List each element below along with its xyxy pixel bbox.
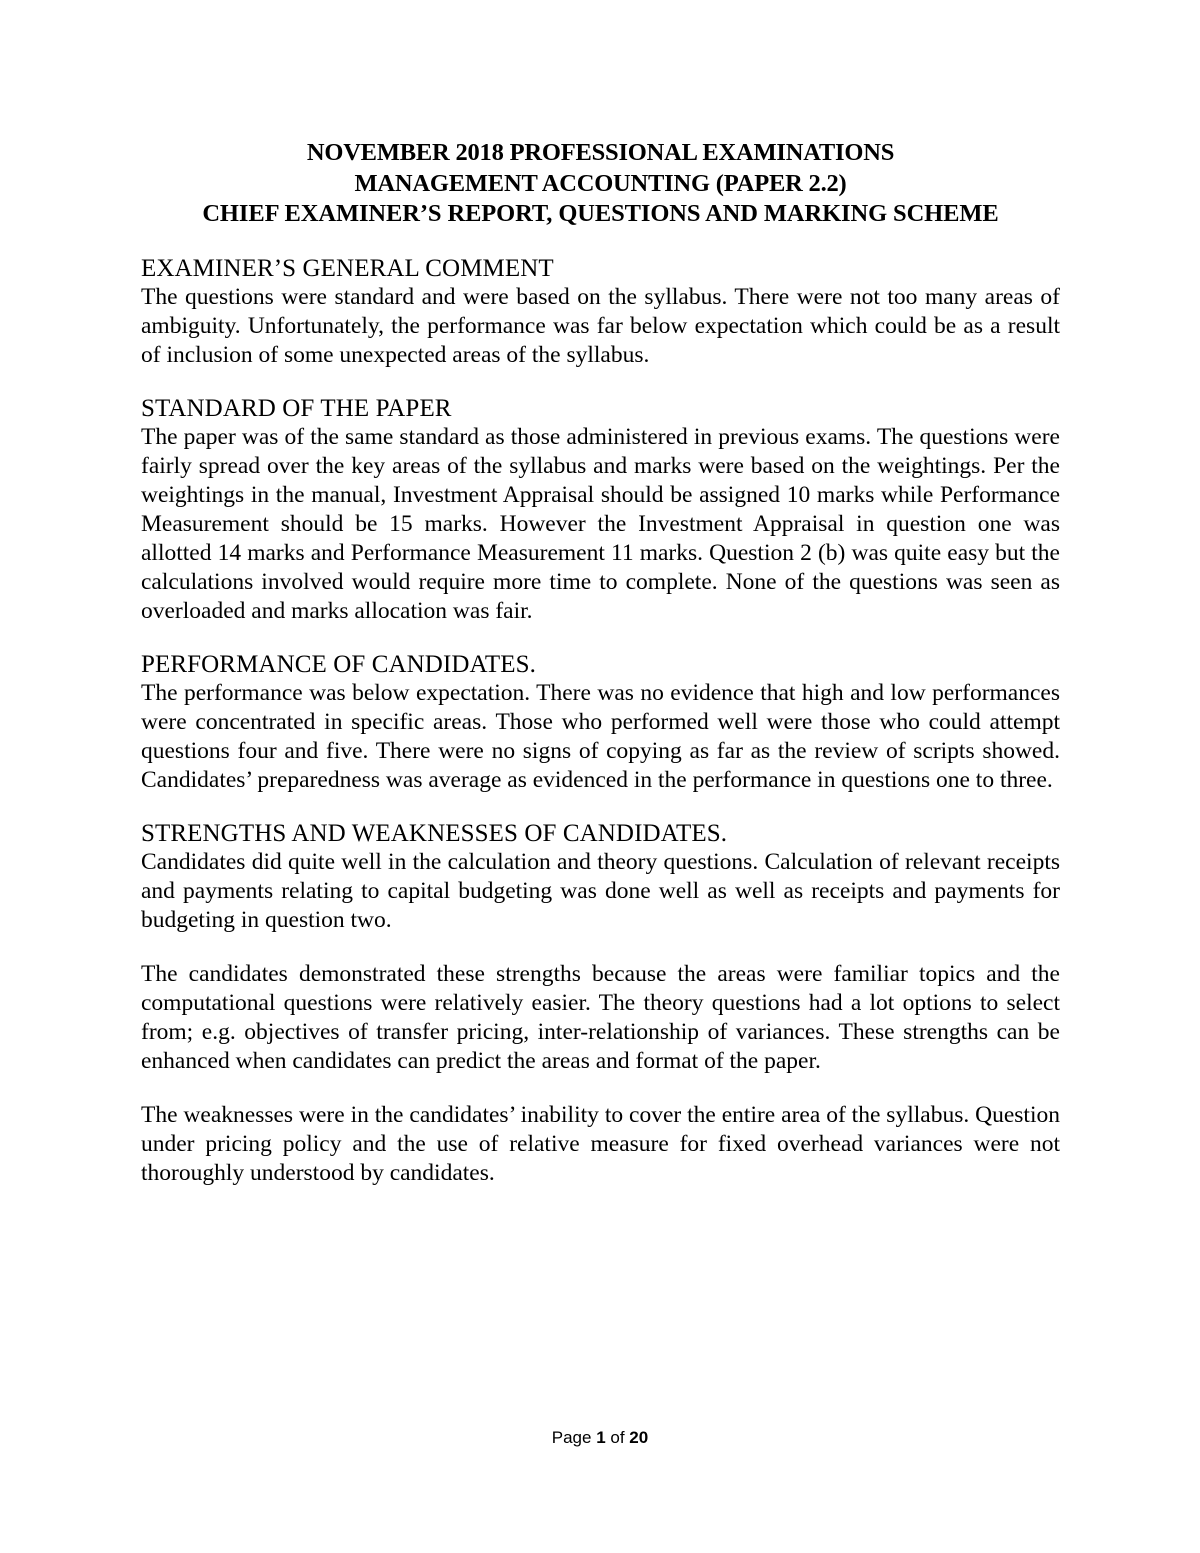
- section-paragraph-strengths-and-weaknesses-1: Candidates did quite well in the calculation and theory questions. Calculation of relevant receipts and payments relating to capital budgeting was done well as well as receipts and payments for budgeting in question two.: [141, 848, 1060, 933]
- document-title-line-2: MANAGEMENT ACCOUNTING (PAPER 2.2): [354, 169, 847, 197]
- document-title-line-3: CHIEF EXAMINER’S REPORT, QUESTIONS AND MARKING SCHEME: [202, 200, 999, 227]
- spacer-before-strengths-and-weaknesses: [141, 795, 1060, 819]
- section-paragraph-strengths-and-weaknesses-3: The weaknesses were in the candidates’ inability to cover the entire area of the syllabus. Question under pricing policy and the use of relative measure for fixed overhead variances were not thoroughly understood by candidates.: [141, 1101, 1060, 1186]
- footer-total-pages: 20: [629, 1428, 649, 1447]
- spacer-paragraph-2: [141, 1076, 1060, 1101]
- section-paragraph-standard-of-the-paper-1: The paper was of the same standard as those administered in previous exams. The questions were fairly spread over the key areas of the syllabus and marks were based on the weightings. Per the weightings in the manual, Investment Appraisal should be assigned 10 marks while Performance Measurement should be 15 marks. However the Investment Appraisal in question one was allotted 14 marks and Performance Measurement 11 marks. Question 2 (b) was quite easy but the calculations involved would require more time to complete. None of the questions was seen as overloaded and marks allocation was fair.: [141, 423, 1060, 624]
- section-paragraph-examiners-general-comment-1: The questions were standard and were based on the syllabus. There were not too many areas of ambiguity. Unfortunately, the performance was far below expectation which could be as a result of inclusion of some unexpected areas of the syllabus.: [141, 283, 1060, 368]
- footer-page-number: 1: [596, 1428, 606, 1447]
- footer-page-middle: of: [605, 1428, 630, 1447]
- section-heading-performance-of-candidates: PERFORMANCE OF CANDIDATES.: [141, 650, 537, 678]
- section-paragraph-strengths-and-weaknesses-2: The candidates demonstrated these strengths because the areas were familiar topics and the computational questions were relatively easier. The theory questions had a lot options to select from; e.g. objectives of transfer pricing, inter-relationship of variances. These strengths can be enhanced when candidates can predict the areas and format of the paper.: [141, 960, 1060, 1074]
- spacer-after-title: [141, 230, 1060, 254]
- spacer-before-standard-of-the-paper: [141, 370, 1060, 394]
- spacer-before-performance-of-candidates: [141, 626, 1060, 650]
- section-heading-examiners-general-comment: EXAMINER’S GENERAL COMMENT: [141, 254, 554, 282]
- document-title: [141, 138, 1060, 230]
- page-footer: [0, 1428, 1200, 1448]
- document-title-line-1: NOVEMBER 2018 PROFESSIONAL EXAMINATIONS: [306, 139, 895, 166]
- section-heading-strengths-and-weaknesses-of-candidates: STRENGTHS AND WEAKNESSES OF CANDIDATES.: [141, 819, 728, 847]
- document-content: [141, 138, 1060, 1188]
- section-heading-standard-of-the-paper: STANDARD OF THE PAPER: [141, 394, 452, 422]
- section-paragraph-performance-of-candidates-1: The performance was below expectation. There was no evidence that high and low performances were concentrated in specific areas. Those who performed well were those who could attempt questions four and five. There were no signs of copying as far as the review of scripts showed. Candidates’ preparedness was average as evidenced in the performance in questions one to three.: [141, 679, 1060, 793]
- spacer-paragraph-1: [141, 935, 1060, 960]
- footer-page-prefix: Page: [551, 1428, 597, 1447]
